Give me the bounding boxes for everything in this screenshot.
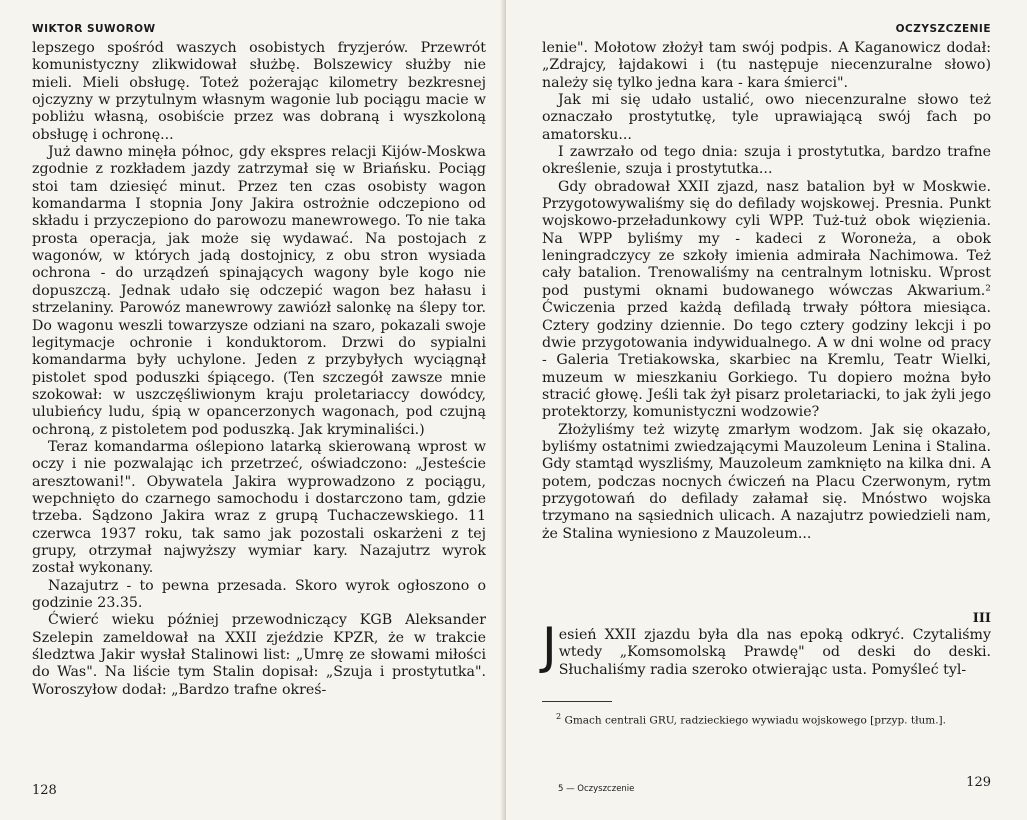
paragraph: lenie". Mołotow złożył tam swój podpis. A Kaganowicz dodał: „Zdrajcy, łajdakowi i (tu następuje niecenzuralne słowo) należy się tylko jedna kara - kara śmierci". bbox=[542, 40, 991, 91]
paragraph: Nazajutrz - to pewna przesada. Skoro wyrok ogłoszono o godzinie 23.35. bbox=[32, 577, 486, 611]
right-page-body bbox=[542, 40, 991, 607]
paragraph: I zawrzało od tego dnia: szuja i prostytutka, bardzo trafne określenie, szuja i prostytutka... bbox=[542, 144, 991, 178]
footnote-mark: 2 bbox=[556, 712, 562, 722]
section-paragraph-text: esień XXII zjazdu była dla nas epoką odkryć. Czytaliśmy wtedy „Komsomolską Prawdę" od deski do deski. Słuchaliśmy radia szeroko otwierając usta. Pomyśleć tyl- bbox=[558, 627, 991, 678]
paragraph: Gdy obradował XXII zjazd, nasz batalion był w Moskwie. Przygotowywaliśmy się do defilady wojskowej. Presnia. Punkt wojskowo-przeładunkowy cyli WPP. Tuż-tuż obok więzienia. Na WPP byliśmy my - kadeci z Woroneża, a obok leningradczycy ze szkoły imienia admirała Nachimowa. Też cały batalion. Trenowaliśmy na centralnym lotnisku. Wprost pod pustymi oknami budowanego wówczas Akwarium.² Ćwiczenia przed każdą defiladą trwały półtora miesiąca. Cztery godziny dziennie. Do tego cztery godziny lekcji i po dwie przygotowania indywidualnego. A w dni wolne od pracy - Galeria Tretiakowska, skarbiec na Kremlu, Teatr Wielki, muzeum w mieszkaniu Gorkiego. Tu dopiero można było stracić głowę. Jeśli tak żył pisarz proletariacki, to jak żyli jego protektorzy, komunistyczni wodzowie? bbox=[542, 178, 991, 421]
paragraph: Złożyliśmy też wizytę zmarłym wodzom. Jak się okazało, byliśmy ostatnimi zwiedzającymi Mauzoleum Lenina i Stalina. Gdy stamtąd wyszliśmy, Mauzoleum zamknięto na kilka dni. A potem, podczas nocnych ćwiczeń na Placu Czerwonym, rytm przygotowań do defilady załamał się. Mnóstwo wojska trzymano na sąsiednich ulicach. A nazajutrz powiedzieli nam, że Stalina wyniesiono z Mauzoleum... bbox=[542, 421, 991, 542]
left-page bbox=[0, 0, 506, 820]
paragraph: Ćwierć wieku później przewodniczący KGB Aleksander Szelepin zameldował na XXII zjeździe KPZR, że w trakcie śledztwa Jakir wysłał Stalinowi list: „Umrę ze słowami miłości do Was". Na liście tym Stalin dopisał: „Szuja i prostytutka". Woroszyłow dodał: „Bardzo trafne okreś- bbox=[32, 612, 486, 698]
running-head-author: WIKTOR SUWOROW bbox=[32, 23, 156, 35]
paragraph: Teraz komandarma oślepiono latarką skierowaną wprost w oczy i nie pozwalając ich przetrzeć, oświadczono: „Jesteście aresztowani!". Obywatela Jakira wyprowadzono z pociągu, wepchnięto do czarnego samochodu i dostarczono tam, gdzie trzeba. Sądzono Jakira wraz z grupą Tuchaczewskiego. 11 czerwca 1937 roku, tak samo jak pozostali oskarżeni z tej grupy, otrzymał najwyższy wymiar kary. Nazajutrz wyrok został wykonany. bbox=[32, 438, 486, 577]
paragraph: Jak mi się udało ustalić, owo niecenzuralne słowo też oznaczało prostytutkę, tyle uprawiającą swój fach po amatorsku... bbox=[542, 92, 991, 143]
paragraph: Już dawno minęła północ, gdy ekspres relacji Kijów-Moskwa zgodnie z rozkładem jazdy zatrzymał się w Briańsku. Pociąg stoi tam dziesięć minut. Przez ten czas osobisty wagon komandarma I stopnia Jony Jakira ostrożnie odczepiono od składu i przyczepiono do parowozu manewrowego. To nie taka prosta operacja, jak może się wydawać. Na postojach z wagonów, w których jadą dostojnicy, z obu stron wysiada ochrona - do urządzeń spinających wagony byle kogo nie dopuszczą. Jednak udało się odczepić wagon bez hałasu i strzelaniny. Parowóz manewrowy zawiózł salonkę na ślepy tor. Do wagonu weszli towarzysze odziani na szaro, pokazali swoje legitymacje ochronie i konduktorom. Drzwi do sypialni komandarma były uchylone. Jeden z przybyłych wyciągnął pistolet spod poduszki śpiącego. (Ten szczegół zawsze mnie szokował: w uszczęśliwionym kraju proletariaccy dowódcy, ulubieńcy ludu, śpią w opancerzonych wagonach, pod czujną ochroną, z pistoletem pod poduszką. Jak kryminaliści.) bbox=[32, 144, 486, 438]
page-number-right: 129 bbox=[966, 775, 991, 790]
footnote-divider bbox=[542, 701, 612, 702]
footnote-text: Gmach centrali GRU, radzieckiego wywiadu wojskowego [przyp. tłum.]. bbox=[564, 714, 946, 727]
footnote bbox=[542, 710, 991, 728]
left-page-body bbox=[32, 40, 486, 780]
running-head-title: OCZYSZCZENIE bbox=[895, 23, 991, 35]
section-number: III bbox=[972, 611, 991, 626]
paragraph: lepszego spośród waszych osobistych fryzjerów. Przewrót komunistyczny zlikwidował służbę. Bolszewicy służby nie mieli. Mieli obsługę. Toteż pożerając kilometry bezkresnej ojczyzny w przytulnym własnym wagonie lub pociągu macie w pobliżu własną, osobiście przez was dobraną i wyszkoloną obsługę i ochronę... bbox=[32, 40, 486, 143]
drop-cap: J bbox=[542, 617, 557, 675]
page-number-left: 128 bbox=[32, 783, 57, 798]
right-page bbox=[506, 0, 1027, 820]
printer-signature: 5 — Oczyszczenie bbox=[558, 784, 635, 794]
